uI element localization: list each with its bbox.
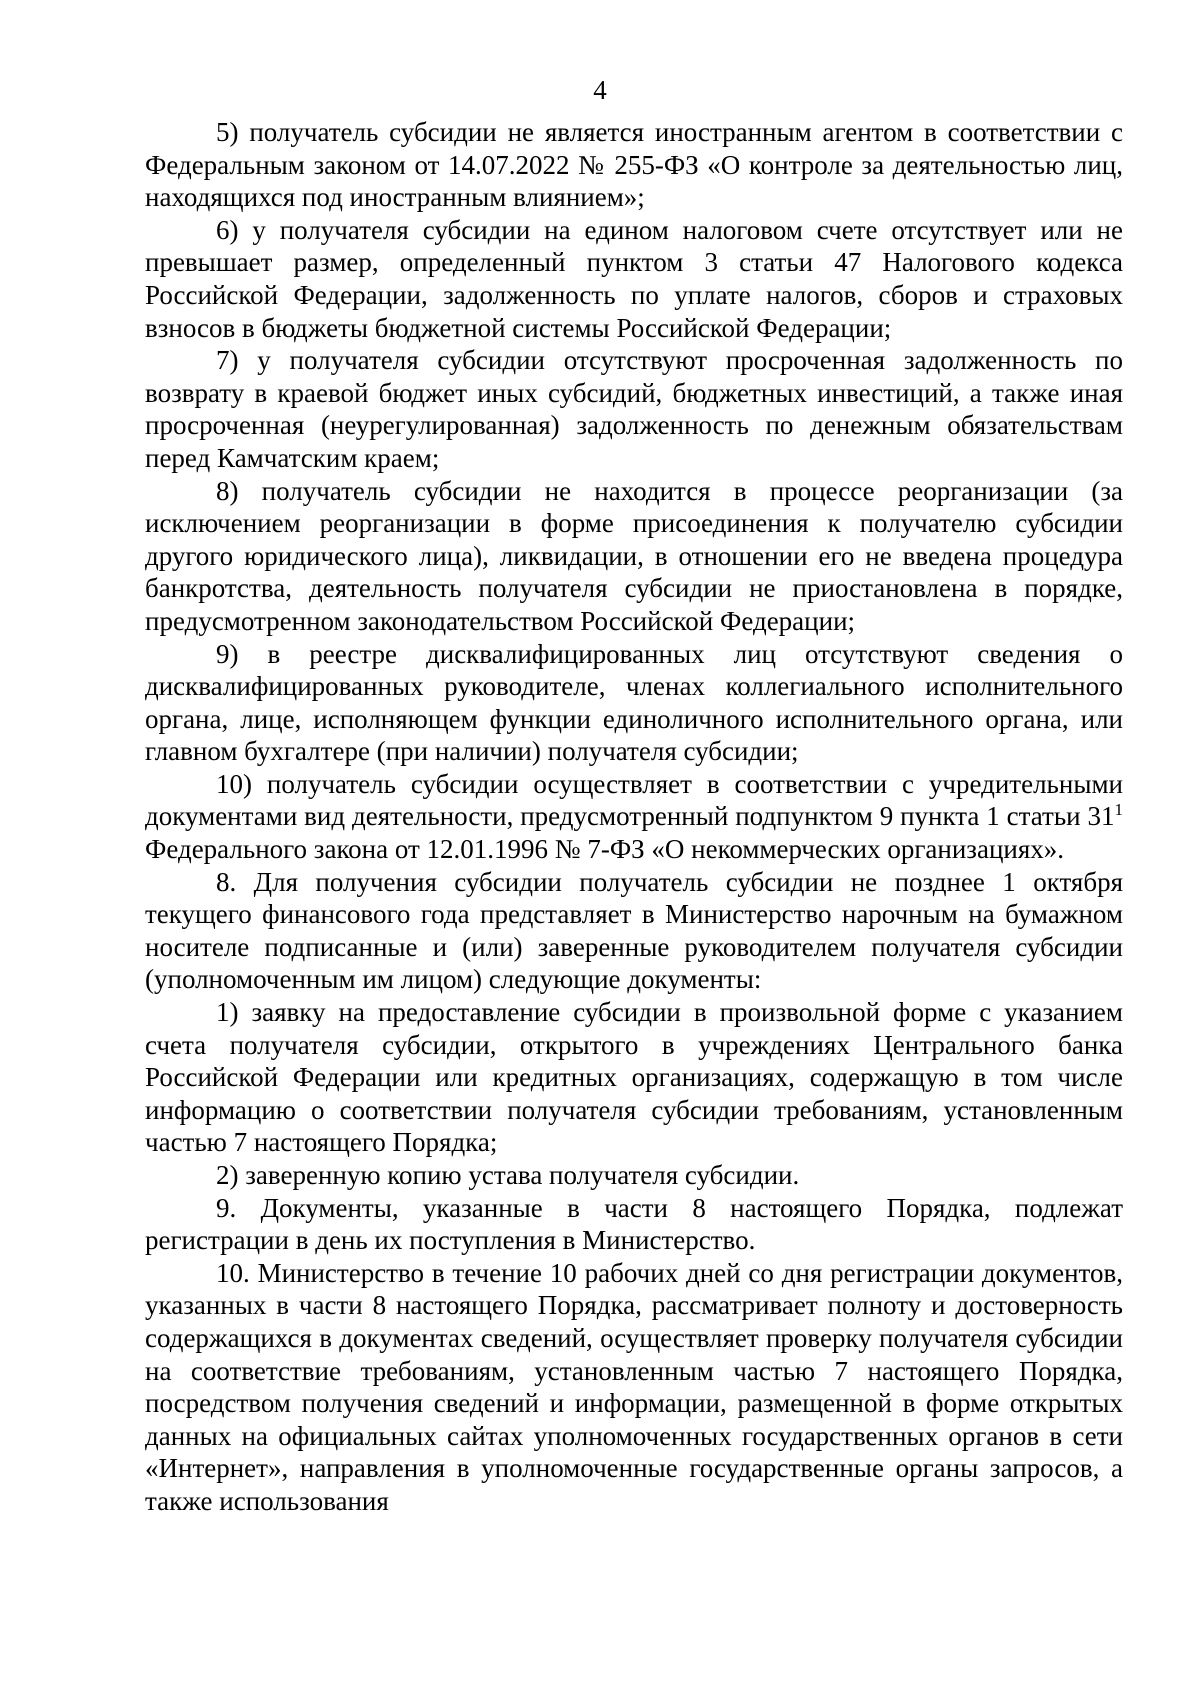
paragraph-item-10-text-before: 10) получатель субсидии осуществляет в соответствии с учредительными документами вид деятельности, предусмотренный подпунктом 9 пункта 1 статьи 31 [145, 768, 1123, 832]
paragraph-part-9: 9. Документы, указанные в части 8 настоящего Порядка, подлежат регистрации в день их поступления в Министерство. [145, 1192, 1123, 1256]
paragraph-part-8: 8. Для получения субсидии получатель субсидии не позднее 1 октября текущего финансового года представляет в Министерство нарочным на бумажном носителе подписанные и (или) заверенные руководителем получателя субсидии (уполномоченным им лицом) следующие документы: [145, 866, 1123, 995]
paragraph-item-6: 6) у получателя субсидии на едином налоговом счете отсутствует или не превышает размер, определенный пунктом 3 статьи 47 Налогового кодекса Российской Федерации, задолженность по уплате налогов, сборов и страховых взносов в бюджеты бюджетной системы Российской Федерации; [145, 214, 1123, 343]
document-body [145, 116, 1123, 1518]
paragraph-item-10-text-after: Федерального закона от 12.01.1996 № 7-ФЗ «О некоммерческих организациях». [145, 834, 1065, 865]
paragraph-part-8-item-2: 2) заверенную копию устава получателя субсидии. [216, 1160, 800, 1190]
paragraph-part-10: 10. Министерство в течение 10 рабочих дней со дня регистрации документов, указанных в части 8 настоящего Порядка, рассматривает полноту и достоверность содержащихся в документах сведений, осуществляет проверку получателя субсидии на соответствие требованиям, установленным частью 7 настоящего Порядка, посредством получения сведений и информации, размещенной в форме открытых данных на официальных сайтах уполномоченных государственных органов в сети «Интернет», направления в уполномоченные государственные органы запросов, а также использования [145, 1257, 1123, 1516]
paragraph-item-9: 9) в реестре дисквалифицированных лиц отсутствуют сведения о дисквалифицированных руководителе, членах коллегиального исполнительного органа, лице, исполняющем функции единоличного исполнительного органа, или главном бухгалтере (при наличии) получателя субсидии; [145, 638, 1123, 767]
paragraph-part-8-item-1: 1) заявку на предоставление субсидии в произвольной форме с указанием счета получателя субсидии, открытого в учреждениях Центрального банка Российской Федерации или кредитных организациях, содержащую в том числе информацию о соответствии получателя субсидии требованиям, установленным частью 7 настоящего Порядка; [145, 997, 1123, 1158]
paragraph-item-7: 7) у получателя субсидии отсутствуют просроченная задолженность по возврату в краевой бюджет иных субсидий, бюджетных инвестиций, а также иная просроченная (неурегулированная) задолженность по денежным обязательствам перед Камчатским краем; [145, 345, 1123, 473]
paragraph-item-8: 8) получатель субсидии не находится в процессе реорганизации (за исключением реорганизации в форме присоединения к получателю субсидии другого юридического лица), ликвидации, в отношении его не введена процедура банкротства, деятельность получателя субсидии не приостановлена в порядке, предусмотренном законодательством Российской Федерации; [145, 475, 1123, 636]
paragraph-item-5: 5) получатель субсидии не является иностранным агентом в соответствии с Федеральным законом от 14.07.2022 № 255-ФЗ «О контроле за деятельностью лиц, находящихся под иностранным влиянием»; [145, 117, 1123, 213]
page-number: 4 [593, 75, 607, 105]
paragraph-item-10 [145, 768, 1123, 866]
article-superscript: 1 [1114, 800, 1123, 820]
